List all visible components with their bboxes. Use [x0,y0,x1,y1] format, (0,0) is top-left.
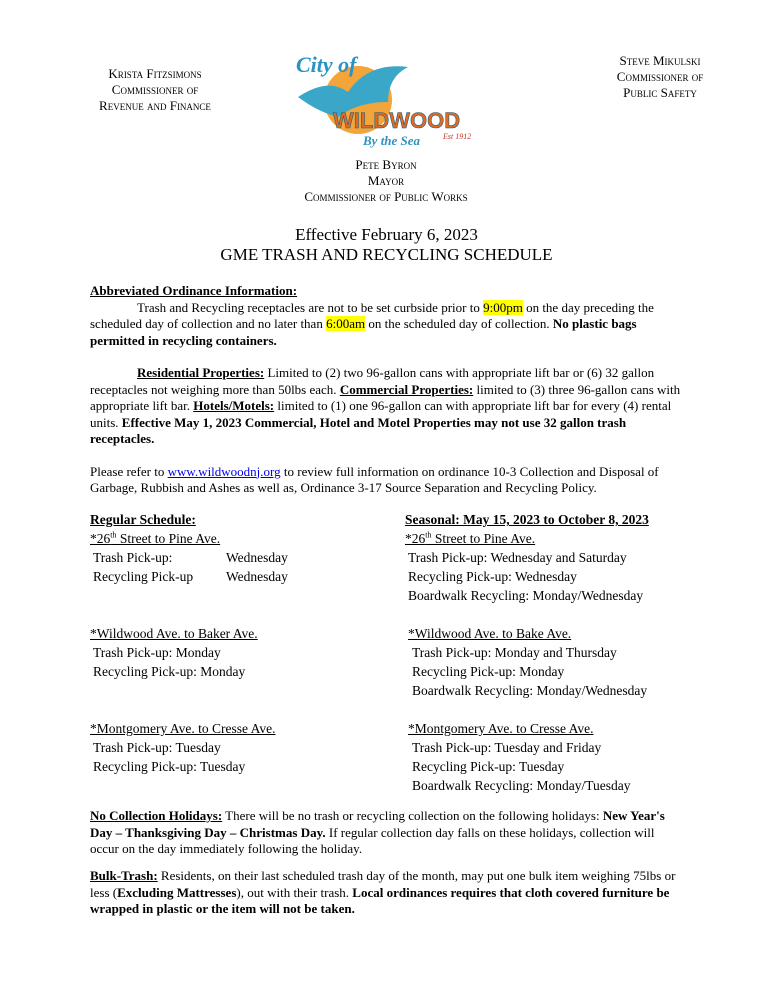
text-segment: *26 [405,531,426,546]
text-segment: Limited to (2) two 96-gallon cans with appropriate lift bar or (6) 32 gallon receptacles not weighing more than 50lbs each. [90,365,655,397]
wildwood-website-link[interactable]: www.wildwoodnj.org [167,463,281,479]
area-label [90,529,390,548]
area-label: *Montgomery Ave. to Cresse Ave. [90,721,276,736]
mayor-block [236,157,536,205]
commissioner-title: Commissioner of [616,69,704,84]
mayor-title: Commissioner of Public Works [304,189,468,204]
seasonal-schedule [405,510,705,795]
text-segment: Commercial Properties: [339,381,474,397]
schedule-line: Boardwalk Recycling: Monday/Wednesday [408,588,644,603]
text-segment: Local ordinances requires that cloth covered furniture be wrapped in plastic or the item will not be taken. [90,884,670,916]
text-segment: th [425,530,432,540]
ordinance-section [90,283,685,497]
text-segment: New Year's Day – Thanksgiving Day – Christmas Day. [90,808,665,840]
schedule-line: Trash Pick-up: Monday and Thursday [412,645,617,660]
effective-date: Effective February 6, 2023 [295,225,478,244]
logo-by-the-sea: By the Sea [363,133,421,148]
schedule-line: Recycling Pick-up: Monday [93,664,246,679]
schedule-line: Boardwalk Recycling: Monday/Wednesday [412,683,648,698]
area-label: *Wildwood Ave. to Bake Ave. [408,626,572,641]
area-label: *Wildwood Ave. to Baker Ave. [90,626,258,641]
text-segment: Effective May 1, 2023 Commercial, Hotel and Motel Properties may not use 32 gallon trash receptacles. [90,414,627,446]
schedule-line: Trash Pick-up: Tuesday [93,740,221,755]
properties-paragraph [90,365,685,448]
schedule-line [90,548,390,567]
area-label [405,529,705,548]
text-segment: No Collection Holidays: [90,808,223,823]
highlight-time: 6:00am [326,316,366,331]
regular-heading: Regular Schedule: [90,512,196,527]
seasonal-heading: Seasonal: May 15, 2023 to October 8, 2023 [405,512,649,527]
text-segment: Street to Pine Ave. [431,531,536,546]
text-segment: to review full information on ordinance 10-3 Collection and Disposal of Garbage, Rubbish and Ashes as well as, Ordinance 3-17 Source Separation and Recycling Policy. [90,463,659,495]
text-segment: Trash Pick-up: [93,550,173,565]
text-segment: Trash and Recycling receptacles are not to be set curbside prior to [137,299,484,315]
text-segment: Excluding Mattresses [117,884,237,900]
text-segment: No plastic bags permitted in recycling containers. [90,316,637,348]
text-segment: Bulk-Trash: [90,868,158,883]
city-of-wildwood-logo [288,42,488,150]
commissioner-title: Public Safety [623,85,697,100]
schedule-line: Trash Pick-up: Wednesday and Saturday [408,550,627,565]
mayor-name: Pete Byron [355,157,417,172]
text-segment: th [110,530,117,540]
ordinance-paragraph [90,300,685,350]
logo-city-of: City of [296,52,357,77]
schedule-line: Recycling Pick-up: Monday [412,664,565,679]
schedule-line: Trash Pick-up: Monday [93,645,221,660]
logo-wildwood: WILDWOOD [333,108,461,133]
commissioner-title: Revenue and Finance [99,98,211,113]
ordinance-heading: Abbreviated Ordinance Information: [90,283,298,298]
text-segment: ), out with their trash. [236,884,353,900]
text-segment: There will be no trash or recycling collection on the following holidays: [222,808,603,823]
highlight-time: 9:00pm [483,299,523,315]
text-segment: on the scheduled day of collection. [365,316,553,331]
text-segment: Street to Pine Ave. [116,531,221,546]
logo-est: Est 1912 [443,132,472,141]
text-segment: *26 [90,531,111,546]
schedule-line: Boardwalk Recycling: Monday/Tuesday [412,778,631,793]
schedule-title: GME TRASH AND RECYCLING SCHEDULE [220,245,553,264]
schedule-line: Recycling Pick-up: Wednesday [408,569,577,584]
commissioner-name: Steve Mikulski [619,53,701,68]
commissioner-title: Commissioner of [111,82,199,97]
text-segment: Please refer to [90,463,168,479]
regular-schedule [90,510,390,776]
refer-paragraph [90,464,685,497]
schedule-line [90,567,390,586]
right-commissioner [560,53,760,101]
text-segment: Wednesday [226,550,288,565]
bulk-trash-paragraph [90,868,685,918]
text-segment: on the day preceding the scheduled day of collection and no later than [90,299,654,331]
text-segment: Hotels/Motels: [193,398,275,413]
text-segment: If regular collection day falls on these holidays, collection will occur on the day immediately following the holiday. [90,824,655,856]
schedule-line: Recycling Pick-up: Tuesday [93,759,246,774]
text-segment: Residential Properties: [137,365,265,380]
text-segment: Wednesday [226,569,288,584]
text-segment: limited to (1) one 96-gallon can with appropriate lift bar for every (4) rental units. [90,398,672,430]
left-commissioner [55,66,255,114]
holidays-paragraph [90,808,685,858]
mayor-title: Mayor [367,173,405,188]
schedule-line: Recycling Pick-up: Tuesday [412,759,565,774]
schedule-line: Trash Pick-up: Tuesday and Friday [412,740,602,755]
text-segment: Recycling Pick-up [93,569,194,584]
text-segment: Residents, on their last scheduled trash day of the month, may put one bulk item weighing 75lbs or less ( [90,868,676,900]
commissioner-name: Krista Fitzsimons [108,66,202,81]
area-label: *Montgomery Ave. to Cresse Ave. [408,721,594,736]
text-segment: limited to (3) three 96-gallon cans with appropriate lift bar. [90,381,681,413]
